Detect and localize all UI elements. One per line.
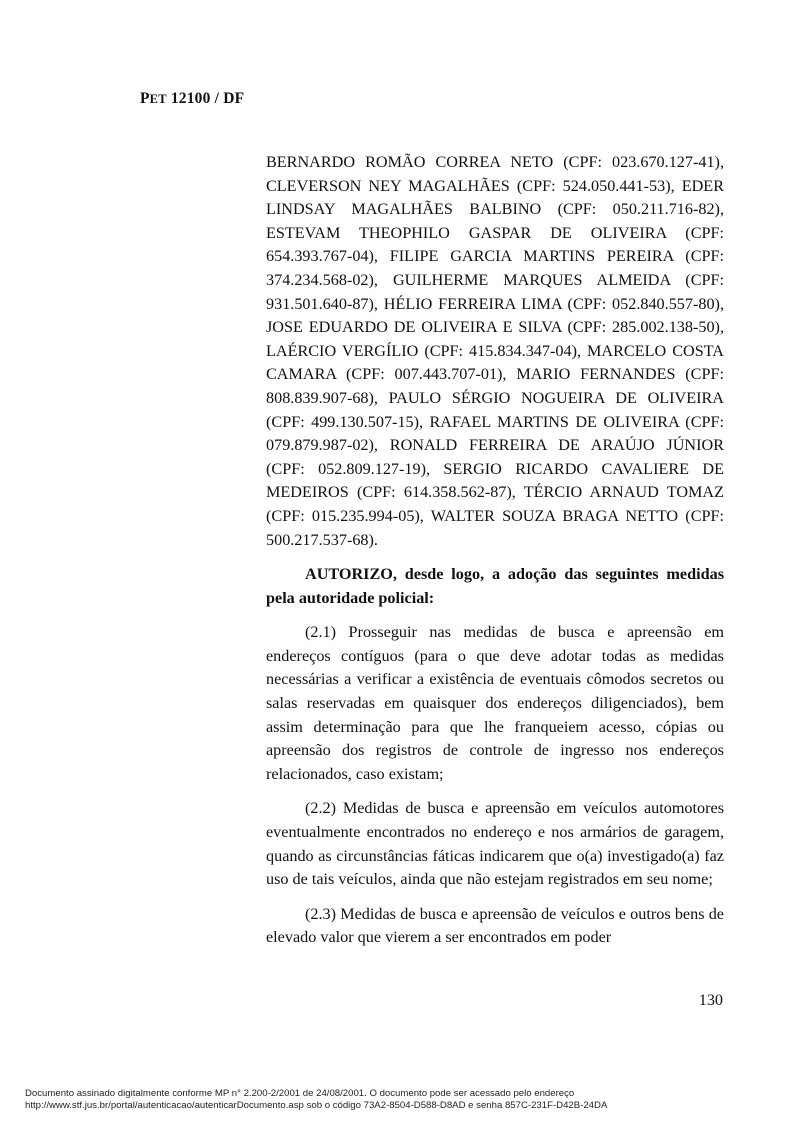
header-title-initial: P xyxy=(140,90,150,107)
header-title-smallcaps: ET xyxy=(149,92,167,106)
investigated-names-paragraph: BERNARDO ROMÃO CORREA NETO (CPF: 023.670.127-41), CLEVERSON NEY MAGALHÃES (CPF: 524.050.441-53), EDER LINDSAY MAGALHÃES BALBINO (CPF: 050.211.716-82), ESTEVAM THEOPHILO GASPAR DE OLIVEIRA (CPF: 654.393.767-04), FILIPE GARCIA MARTINS PEREIRA (CPF: 374.234.568-02), GUILHERME MARQUES ALMEIDA (CPF: 931.501.640-87), HÉLIO FERREIRA LIMA (CPF: 052.840.557-80), JOSE EDUARDO DE OLIVEIRA E SILVA (CPF: 285.002.138-50), LAÉRCIO VERGÍLIO (CPF: 415.834.347-04), MARCELO COSTA CAMARA (CPF: 007.443.707-01), MARIO FERNANDES (CPF: 808.839.907-68), PAULO SÉRGIO NOGUEIRA DE OLIVEIRA (CPF: 499.130.507-15), RAFAEL MARTINS DE OLIVEIRA (CPF: 079.879.987-02), RONALD FERREIRA DE ARAÚJO JÚNIOR (CPF: 052.809.127-19), SERGIO RICARDO CAVALIERE DE MEDEIROS (CPF: 614.358.562-87), TÉRCIO ARNAUD TOMAZ (CPF: 015.235.994-05), WALTER SOUZA BRAGA NETTO (CPF: 500.217.537-68). xyxy=(266,153,724,549)
footer-line-1: Documento assinado digitalmente conforme MP n° 2.200-2/2001 de 24/08/2001. O documento pode ser acessado pelo endereço xyxy=(25,1088,575,1099)
measure-2-1-paragraph: (2.1) Prosseguir nas medidas de busca e apreensão em endereços contíguos (para o que deve adotar todas as medidas necessárias a verificar a existência de eventuais cômodos secretos ou salas reservadas em quaisquer dos endereços diligenciados), bem assim determinação para que lhe franqueiem acesso, cópias ou apreensão dos registros de controle de ingresso nos endereços relacionados, caso existam; xyxy=(266,623,724,783)
header-title-number: 12100 / DF xyxy=(166,90,245,107)
authorize-heading: AUTORIZO, desde logo, a adoção das seguintes medidas pela autoridade policial: xyxy=(266,565,724,607)
page-number: 130 xyxy=(698,991,723,1009)
digital-signature-footer xyxy=(25,1088,785,1112)
footer-verification-link[interactable]: http://www.stf.jus.br/portal/autenticacao/autenticarDocumento.asp sob o código 73A2-8504-D588-D8AD e senha 857C-231F-D42B-24DA xyxy=(25,1100,608,1112)
page-header xyxy=(140,90,244,108)
document-body xyxy=(266,151,724,950)
measure-2-2-paragraph: (2.2) Medidas de busca e apreensão em veículos automotores eventualmente encontrados no endereço e nos armários de garagem, quando as circunstâncias fáticas indicarem que o(a) investigado(a) faz uso de tais veículos, ainda que não estejam registrados em seu nome; xyxy=(266,799,724,889)
measure-2-3-paragraph: (2.3) Medidas de busca e apreensão de veículos e outros bens de elevado valor que vierem a ser encontrados em poder xyxy=(266,904,724,947)
